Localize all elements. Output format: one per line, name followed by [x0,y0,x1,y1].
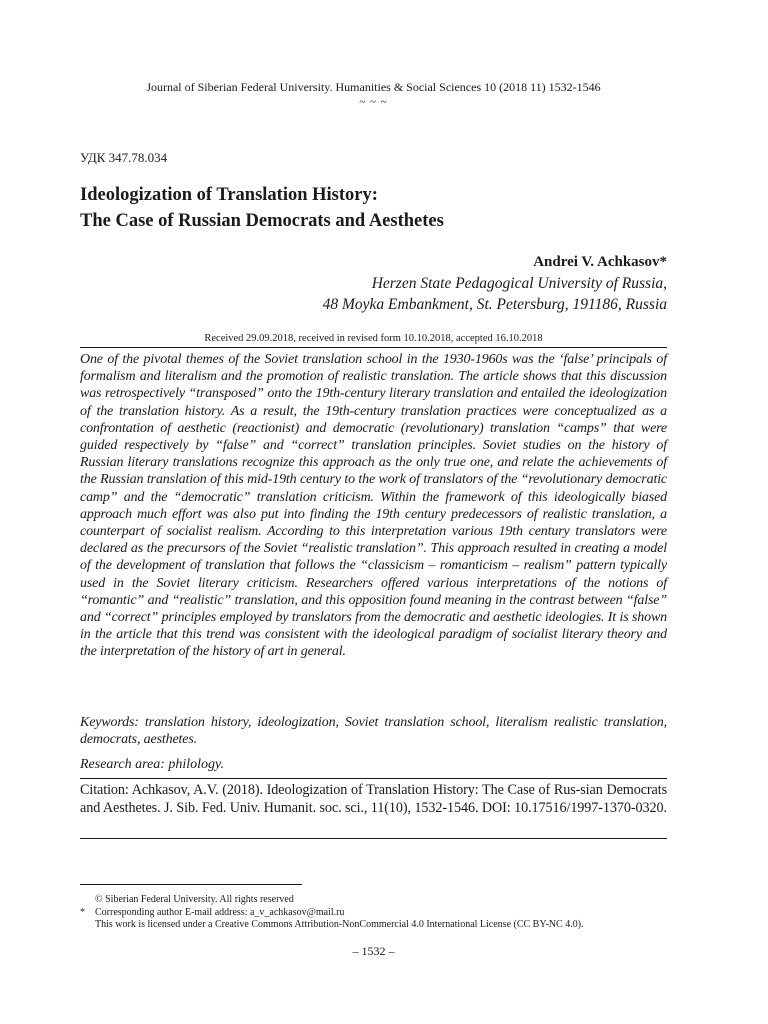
footnotes [80,894,680,932]
abstract: One of the pivotal themes of the Soviet translation school in the 1930-1960s was the ‘false’ principals of formalism and literalism and the promotion of realistic translation. The article shows that this discussion was retrospectively “transposed” onto the 19th-century literary translation and entailed the ideologization of the translation history. As a result, the 19th-century translation practices were conceptualized as a confrontation of aesthetic (reactionist) and democratic (revolutionary) translation “camps” that were guided respectively by “false” and “correct” translation principles. Soviet studies on the history of Russian literary translations recognize this approach as the only true one, and relate the achievements of the Russian translation of this mid-19th century to the work of translators of the “revolutionary democratic camp” and the “democratic” translation criticism. Within the framework of this ideologically biased approach much effort was also put into finding the 19th century predecessors of realistic translation, a counterpart of socialist realism. According to this interpretation various 19th century translators were declared as the precursors of the Soviet “realistic translation”. This approach resulted in creating a model of the development of translation that follows the “classicism – romanticism – realism” pattern typically used in the Soviet literary criticism. Researchers offered various interpretations of the notions of “romantic” and “realistic” translation, and this opposition found meaning in the contrast between “false” and “correct” principles employed by translators from the democratic and aesthetic ideologies. It is shown in the article that this trend was consistent with the ideological paradigm of socialist literary theory and the interpretation of the history of art in general. [80,352,667,660]
received-dates: Received 29.09.2018, received in revised form 10.10.2018, accepted 16.10.2018 [204,333,543,344]
keywords: Keywords: translation history, ideologization, Soviet translation school, literalism realistic translation, democrats, aesthetes. [80,715,667,748]
journal-header: Journal of Siberian Federal University. Humanities & Social Sciences 10 (2018 11) 1532-1546 [146,80,601,94]
citation: Citation: Achkasov, A.V. (2018). Ideologization of Translation History: The Case of Rus-sian Democrats and Aesthetes. J. Sib. Fed. Univ. Humanit. soc. sci., 11(10), 1532-1546. DOI: 10.17516/1997-1370-0320. [80,782,667,816]
title-line-2: The Case of Russian Democrats and Aesthetes [80,211,444,231]
footnote-mark: * [80,906,85,918]
affiliation-line-2: 48 Moyka Embankment, St. Petersburg, 191186, Russia [322,296,667,313]
paper-page [80,0,667,1024]
footnote-rule [80,884,302,885]
footnote-license [80,919,680,932]
affiliation-line-1: Herzen State Pedagogical University of Russia, [371,275,667,292]
citation-bottom-rule [80,838,667,839]
author-block [323,252,667,315]
license-text: This work is licensed under a Creative Commons Attribution-NonCommercial 4.0 International License (CC BY-NC 4.0). [95,919,584,930]
paper-title [80,182,667,234]
footnote-corresponding [80,907,680,920]
copyright-text: © Siberian Federal University. All rights reserved [95,894,294,905]
research-area: Research area: philology. [80,757,224,772]
udc-code: УДК 347.78.034 [80,150,168,165]
corresponding-text: Corresponding author E-mail address: a_v_achkasov@mail.ru [95,906,345,918]
page-number: – 1532 – [352,944,395,958]
citation-top-rule [80,778,667,779]
author-name: Andrei V. Achkasov* [533,254,667,270]
header-ornament: ~ ~ ~ [359,96,388,108]
abstract-top-rule [80,347,667,348]
title-line-1: Ideologization of Translation History: [80,185,378,205]
footnote-copyright [80,894,680,907]
